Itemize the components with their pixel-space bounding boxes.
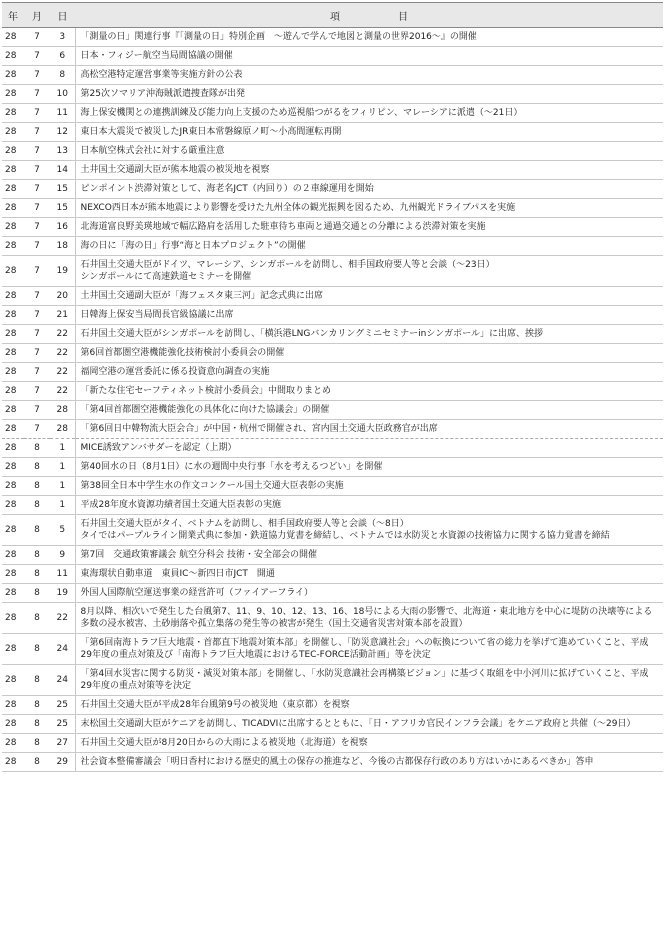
cell-day: 28 xyxy=(50,420,75,439)
cell-day: 22 xyxy=(50,344,75,363)
cell-day: 10 xyxy=(50,85,75,104)
cell-month: 7 xyxy=(24,401,50,420)
cell-item: 第40回水の日（8月1日）に水の週間中央行事「水を考えるつどい」を開催 xyxy=(75,458,663,477)
table-row xyxy=(2,458,663,477)
cell-year: 28 xyxy=(2,565,24,584)
cell-item: 石井国土交通大臣がタイ、ベトナムを訪問し、相手国政府要人等と会談（～8日） タイではパープルライン開業式典に参加・鉄道協力覚書を締結し、ベトナムでは水防災と水資源の技術協力に関する協力覚書を締結 xyxy=(75,515,663,546)
chronology-table xyxy=(2,2,663,772)
cell-item: NEXCO西日本が熊本地震により影響を受けた九州全体の観光振興を図るため、九州観光ドライブパスを実施 xyxy=(75,199,663,218)
cell-year: 28 xyxy=(2,142,24,161)
cell-year: 28 xyxy=(2,237,24,256)
cell-item: 末松国土交通副大臣がケニアを訪問し、TICADVIに出席するとともに、「日・アフリカ官民インフラ会議」をケニア政府と共催（～29日） xyxy=(75,715,663,734)
table-row xyxy=(2,382,663,401)
cell-month: 8 xyxy=(24,515,50,546)
cell-month: 8 xyxy=(24,496,50,515)
cell-day: 1 xyxy=(50,458,75,477)
cell-year: 28 xyxy=(2,66,24,85)
cell-day: 19 xyxy=(50,256,75,287)
cell-day: 12 xyxy=(50,123,75,142)
cell-item: 土井国土交通副大臣が「海フェスタ東三河」記念式典に出席 xyxy=(75,287,663,306)
cell-year: 28 xyxy=(2,665,24,696)
cell-day: 1 xyxy=(50,439,75,458)
cell-month: 7 xyxy=(24,237,50,256)
cell-item: 第25次ソマリア沖海賊派遣捜査隊が出発 xyxy=(75,85,663,104)
cell-day: 1 xyxy=(50,477,75,496)
cell-month: 8 xyxy=(24,546,50,565)
table-row xyxy=(2,753,663,772)
cell-item: 8月以降、相次いで発生した台風第7、11、9、10、12、13、16、18号による大雨の影響で、北海道・東北地方を中心に堤防の決壊等による多数の浸水被害、土砂崩落や孤立集落の発生等の被害が発生（国土交通省災害対策本部を設置） xyxy=(75,603,663,634)
cell-month: 7 xyxy=(24,123,50,142)
cell-day: 20 xyxy=(50,287,75,306)
table-row xyxy=(2,28,663,47)
table-row xyxy=(2,515,663,546)
cell-month: 7 xyxy=(24,420,50,439)
cell-day: 14 xyxy=(50,161,75,180)
table-row xyxy=(2,66,663,85)
cell-month: 7 xyxy=(24,180,50,199)
cell-year: 28 xyxy=(2,180,24,199)
cell-item: 北海道富良野美瑛地域で幅広路肩を活用した駐車待ち車両と通過交通との分離による渋滞対策を実施 xyxy=(75,218,663,237)
header-month: 月 xyxy=(24,3,50,28)
chronology-table-wrapper xyxy=(2,2,663,772)
cell-month: 7 xyxy=(24,199,50,218)
cell-year: 28 xyxy=(2,584,24,603)
cell-year: 28 xyxy=(2,47,24,66)
cell-month: 8 xyxy=(24,565,50,584)
cell-year: 28 xyxy=(2,496,24,515)
cell-year: 28 xyxy=(2,161,24,180)
cell-year: 28 xyxy=(2,634,24,665)
table-row xyxy=(2,256,663,287)
table-row xyxy=(2,603,663,634)
cell-year: 28 xyxy=(2,401,24,420)
cell-year: 28 xyxy=(2,753,24,772)
cell-year: 28 xyxy=(2,256,24,287)
cell-day: 15 xyxy=(50,199,75,218)
cell-year: 28 xyxy=(2,477,24,496)
cell-item: 外国人国際航空運送事業の経営許可（ファイアーフライ） xyxy=(75,584,663,603)
cell-day: 15 xyxy=(50,180,75,199)
cell-day: 25 xyxy=(50,715,75,734)
cell-day: 18 xyxy=(50,237,75,256)
table-row xyxy=(2,85,663,104)
cell-month: 8 xyxy=(24,715,50,734)
cell-month: 8 xyxy=(24,665,50,696)
cell-month: 7 xyxy=(24,287,50,306)
cell-item: 東日本大震災で被災したJR東日本常磐線原ノ町～小高間運転再開 xyxy=(75,123,663,142)
table-row xyxy=(2,47,663,66)
cell-month: 8 xyxy=(24,458,50,477)
table-row xyxy=(2,142,663,161)
cell-day: 21 xyxy=(50,306,75,325)
cell-item: 日本・フィジー航空当局間協議の開催 xyxy=(75,47,663,66)
table-row xyxy=(2,584,663,603)
cell-day: 1 xyxy=(50,496,75,515)
cell-month: 8 xyxy=(24,753,50,772)
cell-day: 11 xyxy=(50,104,75,123)
cell-item: 高松空港特定運営事業等実施方針の公表 xyxy=(75,66,663,85)
table-row xyxy=(2,420,663,439)
cell-year: 28 xyxy=(2,458,24,477)
cell-day: 22 xyxy=(50,325,75,344)
cell-month: 7 xyxy=(24,306,50,325)
table-header-row xyxy=(2,3,663,28)
cell-month: 7 xyxy=(24,66,50,85)
cell-month: 8 xyxy=(24,634,50,665)
cell-year: 28 xyxy=(2,104,24,123)
cell-month: 7 xyxy=(24,344,50,363)
cell-year: 28 xyxy=(2,382,24,401)
cell-item: 石井国土交通大臣が平成28年台風第9号の被災地（東京都）を視察 xyxy=(75,696,663,715)
cell-year: 28 xyxy=(2,28,24,47)
table-row xyxy=(2,496,663,515)
cell-item: 第7回 交通政策審議会 航空分科会 技術・安全部会の開催 xyxy=(75,546,663,565)
cell-month: 7 xyxy=(24,104,50,123)
cell-day: 24 xyxy=(50,665,75,696)
table-row xyxy=(2,199,663,218)
cell-month: 7 xyxy=(24,382,50,401)
cell-item: 第6回首都圏空港機能強化技術検討小委員会の開催 xyxy=(75,344,663,363)
cell-item: 海の日に「海の日」行事“海と日本プロジェクト”の開催 xyxy=(75,237,663,256)
cell-item: 平成28年度水資源功績者国土交通大臣表彰の実施 xyxy=(75,496,663,515)
cell-item: 「第6回日中韓物流大臣会合」が中国・杭州で開催され、宮内国土交通大臣政務官が出席 xyxy=(75,420,663,439)
cell-day: 8 xyxy=(50,66,75,85)
table-row xyxy=(2,715,663,734)
table-row xyxy=(2,180,663,199)
table-row xyxy=(2,439,663,458)
cell-year: 28 xyxy=(2,287,24,306)
cell-month: 7 xyxy=(24,47,50,66)
table-row xyxy=(2,401,663,420)
table-row xyxy=(2,237,663,256)
cell-day: 24 xyxy=(50,634,75,665)
cell-day: 22 xyxy=(50,382,75,401)
cell-day: 6 xyxy=(50,47,75,66)
cell-item: 「新たな住宅セーフティネット検討小委員会」中間取りまとめ xyxy=(75,382,663,401)
cell-month: 8 xyxy=(24,734,50,753)
cell-item: 日本航空株式会社に対する厳重注意 xyxy=(75,142,663,161)
cell-month: 7 xyxy=(24,325,50,344)
cell-month: 8 xyxy=(24,696,50,715)
cell-year: 28 xyxy=(2,363,24,382)
cell-day: 16 xyxy=(50,218,75,237)
cell-day: 22 xyxy=(50,363,75,382)
cell-year: 28 xyxy=(2,199,24,218)
cell-year: 28 xyxy=(2,85,24,104)
cell-year: 28 xyxy=(2,439,24,458)
table-row xyxy=(2,287,663,306)
cell-month: 8 xyxy=(24,603,50,634)
cell-day: 9 xyxy=(50,546,75,565)
cell-item: 海上保安機関との連携訓練及び能力向上支援のため巡視船つがるをフィリピン、マレーシアに派遣（～21日） xyxy=(75,104,663,123)
table-row xyxy=(2,363,663,382)
cell-day: 28 xyxy=(50,401,75,420)
cell-day: 3 xyxy=(50,28,75,47)
table-row xyxy=(2,344,663,363)
cell-day: 19 xyxy=(50,584,75,603)
cell-month: 8 xyxy=(24,584,50,603)
table-row xyxy=(2,734,663,753)
cell-item: 石井国土交通大臣が8月20日からの大雨による被災地（北海道）を視察 xyxy=(75,734,663,753)
cell-month: 7 xyxy=(24,256,50,287)
cell-day: 5 xyxy=(50,515,75,546)
table-row xyxy=(2,104,663,123)
table-row xyxy=(2,123,663,142)
cell-day: 25 xyxy=(50,696,75,715)
cell-month: 7 xyxy=(24,142,50,161)
table-row xyxy=(2,634,663,665)
cell-month: 8 xyxy=(24,477,50,496)
header-item: 項目 xyxy=(75,3,663,28)
cell-year: 28 xyxy=(2,546,24,565)
cell-item: 福岡空港の運営委託に係る投資意向調査の実施 xyxy=(75,363,663,382)
table-row xyxy=(2,161,663,180)
cell-day: 13 xyxy=(50,142,75,161)
cell-day: 27 xyxy=(50,734,75,753)
cell-item: MICE誘致アンバサダーを認定（上期） xyxy=(75,439,663,458)
cell-year: 28 xyxy=(2,218,24,237)
cell-year: 28 xyxy=(2,696,24,715)
cell-item: ピンポイント渋滞対策として、海老名JCT（内回り）の２車線運用を開始 xyxy=(75,180,663,199)
cell-item: 「第6回南海トラフ巨大地震・首都直下地震対策本部」を開催し、「防災意識社会」への転換について省の総力を挙げて進めていくこと、平成29年度の重点対策及び「南海トラフ巨大地震におけるTEC-FORCE活動計画」等を決定 xyxy=(75,634,663,665)
cell-month: 8 xyxy=(24,439,50,458)
table-row xyxy=(2,477,663,496)
cell-year: 28 xyxy=(2,515,24,546)
table-row xyxy=(2,565,663,584)
cell-item: 石井国土交通大臣がシンガポールを訪問し、「横浜港LNGバンカリングミニセミナーinシンガポール」に出席、挨拶 xyxy=(75,325,663,344)
cell-item: 日韓海上保安当局間長官級協議に出席 xyxy=(75,306,663,325)
cell-month: 7 xyxy=(24,218,50,237)
cell-year: 28 xyxy=(2,325,24,344)
cell-year: 28 xyxy=(2,603,24,634)
cell-year: 28 xyxy=(2,123,24,142)
cell-item: 「測量の日」関連行事『「測量の日」特別企画 ～遊んで学んで地図と測量の世界2016～』の開催 xyxy=(75,28,663,47)
cell-item: 「第4回水災害に関する防災・減災対策本部」を開催し、「水防災意識社会再構築ビジョン」に基づく取組を中小河川に拡げていくこと、平成29年度の重点対策等を決定 xyxy=(75,665,663,696)
cell-year: 28 xyxy=(2,734,24,753)
cell-item: 東海環状自動車道 東員IC～新四日市JCT 開通 xyxy=(75,565,663,584)
table-row xyxy=(2,218,663,237)
table-row xyxy=(2,546,663,565)
cell-year: 28 xyxy=(2,715,24,734)
cell-item: 土井国土交通副大臣が熊本地震の被災地を視察 xyxy=(75,161,663,180)
cell-item: 「第4回首都圏空港機能強化の具体化に向けた協議会」の開催 xyxy=(75,401,663,420)
header-day: 日 xyxy=(50,3,75,28)
cell-day: 11 xyxy=(50,565,75,584)
table-row xyxy=(2,325,663,344)
cell-month: 7 xyxy=(24,363,50,382)
cell-day: 22 xyxy=(50,603,75,634)
cell-month: 7 xyxy=(24,28,50,47)
cell-year: 28 xyxy=(2,306,24,325)
table-body xyxy=(2,28,663,772)
header-year: 年 xyxy=(2,3,24,28)
table-row xyxy=(2,306,663,325)
cell-item: 第38回全日本中学生水の作文コンクール国土交通大臣表彰の実施 xyxy=(75,477,663,496)
cell-item: 石井国土交通大臣がドイツ、マレーシア、シンガポールを訪問し、相手国政府要人等と会談（～23日） シンガポールにて高速鉄道セミナーを開催 xyxy=(75,256,663,287)
cell-item: 社会資本整備審議会「明日香村における歴史的風土の保存の推進など、今後の古都保存行政のあり方はいかにあるべきか」答申 xyxy=(75,753,663,772)
cell-day: 29 xyxy=(50,753,75,772)
cell-year: 28 xyxy=(2,344,24,363)
cell-month: 7 xyxy=(24,161,50,180)
cell-year: 28 xyxy=(2,420,24,439)
cell-month: 7 xyxy=(24,85,50,104)
table-row xyxy=(2,696,663,715)
table-row xyxy=(2,665,663,696)
